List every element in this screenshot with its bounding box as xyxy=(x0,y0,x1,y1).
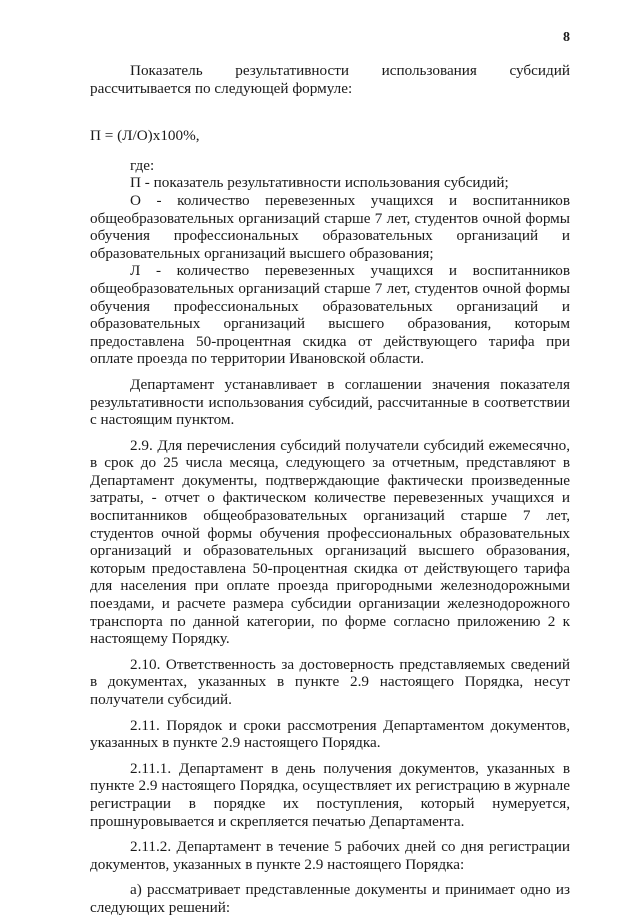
paragraph-item-a: а) рассматривает представленные документы и принимает одно из следующих решений: xyxy=(90,881,570,916)
paragraph-2-11: 2.11. Порядок и сроки рассмотрения Департаментом документов, указанных в пункте 2.9 настоящего Порядка. xyxy=(90,716,570,752)
formula: П = (Л/О)х100%, xyxy=(90,127,200,145)
paragraph-2-10: 2.10. Ответственность за достоверность представляемых сведений в документах, указанных в пункте 2.9 настоящего Порядка, несут получатели субсидий. xyxy=(90,655,570,708)
definition-o: О - количество перевезенных учащихся и воспитанников общеобразовательных организаций старше 7 лет, студентов очной формы обучения профессиональных образовательных организаций и образовательных организаций высшего образования; xyxy=(90,191,570,262)
document-body xyxy=(90,62,570,917)
paragraph-department-setting: Департамент устанавливает в соглашении значения показателя результативности использования субсидий, рассчитанные в соответствии с настоящим пунктом. xyxy=(90,375,570,429)
paragraph-where: где: xyxy=(130,156,155,174)
paragraph-2-11-2: 2.11.2. Департамент в течение 5 рабочих дней со дня регистрации документов, указанных в пункте 2.9 настоящего Порядка: xyxy=(90,838,570,873)
paragraph-2-11-1: 2.11.1. Департамент в день получения документов, указанных в пункте 2.9 настоящего Порядка, осуществляет их регистрацию в журнале регистрации в порядке их поступления, который нумеруется, прошнуровывается и скрепляется печатью Департамента. xyxy=(90,759,570,830)
paragraph-intro: Показатель результативности использования субсидий рассчитывается по следующей формуле: xyxy=(90,62,570,97)
definition-l: Л - количество перевезенных учащихся и воспитанников общеобразовательных организаций старше 7 лет, студентов очной формы обучения профессиональных образовательных организаций и образовательных организаций высшего образования, которым предоставлена 50-процентная скидка от действующего тарифа при оплате проезда по территории Ивановской области. xyxy=(90,262,570,368)
page-number: 8 xyxy=(563,30,570,45)
definition-p: П - показатель результативности использования субсидий; xyxy=(130,174,509,192)
paragraph-2-9: 2.9. Для перечисления субсидий получатели субсидий ежемесячно, в срок до 25 числа месяца, следующего за отчетным, представляют в Департамент документы, подтверждающие фактически произведенные затраты, - отчет о фактическом количестве перевезенных учащихся и воспитанников общеобразовательных организаций старше 7 лет, студентов очной формы обучения профессиональных образовательных организаций и образовательных организаций высшего образования, которым предоставлена 50-процентная скидка от действующего тарифа для населения при оплате проезда пригородными железнодорожными поездами, и расчете размера субсидии организации железнодорожного транспорта по данной категории, по форме согласно приложению 2 к настоящему Порядку. xyxy=(90,436,570,648)
